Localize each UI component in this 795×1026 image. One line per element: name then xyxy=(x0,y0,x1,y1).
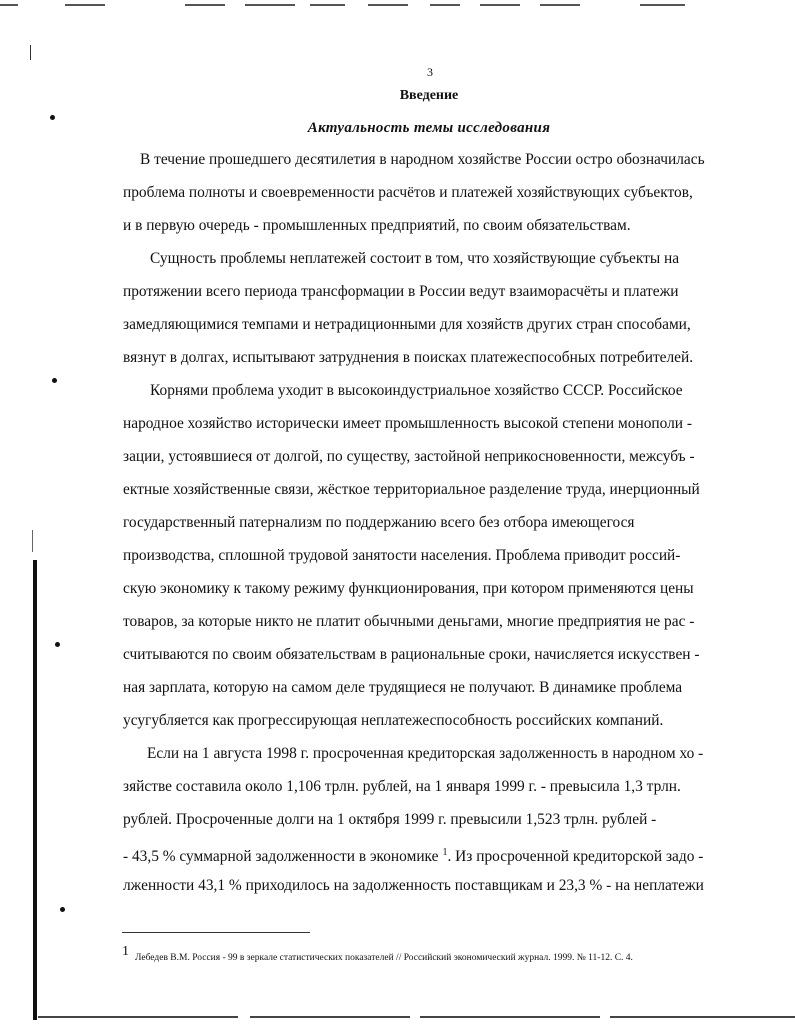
footnote xyxy=(122,945,633,963)
paragraph-line: государственный патернализм по поддержанию всего без отбора имеющегося xyxy=(123,514,635,531)
paragraph-line: замедляющимися темпами и нетрадиционными для хозяйств других стран способами, xyxy=(123,316,691,333)
scan-dot xyxy=(52,378,57,383)
paragraph-line: Если на 1 августа 1998 г. просроченная кредиторская задолженность в народном хо - xyxy=(147,745,704,762)
section-subheading: Актуальность темы исследования xyxy=(307,120,551,136)
footnote-text: Лебедев В.М. Россия - 99 в зеркале статистических показателей // Российский экономический журнал. 1999. № 11-12. С. 4. xyxy=(135,953,633,964)
section-heading: Введение xyxy=(399,88,459,103)
footnote-reference: 1 xyxy=(442,847,448,858)
paragraph-line: зяйстве составила около 1,106 трлн. рублей, на 1 января 1999 г. - превысила 1,3 трлн. xyxy=(123,778,681,795)
paragraph-line: зации, устоявшиеся от долгой, по существу, застойной неприкосновенности, межсубъ - xyxy=(123,448,695,465)
paragraph-line: ная зарплата, которую на самом деле трудящиеся не получают. В динамике проблема xyxy=(123,679,683,696)
scan-left-edge xyxy=(33,560,37,1020)
paragraph-line: лженности 43,1 % приходилось на задолженность поставщикам и 23,3 % - на неплатежи xyxy=(123,877,704,894)
paragraph-line-text: - 43,5 % суммарной задолженности в экономике xyxy=(123,848,439,866)
paragraph-line: скую экономику к такому режиму функционирования, при котором применяются цены xyxy=(123,580,694,597)
paragraph-line xyxy=(123,844,703,866)
paragraph-line: производства, сплошной трудовой занятости населения. Проблема приводит россий- xyxy=(123,547,681,564)
scan-top-edge xyxy=(0,4,795,10)
page-number: 3 xyxy=(427,65,433,79)
scan-bottom-edge xyxy=(0,1016,795,1020)
paragraph-line: товаров, за которые никто не платит обычными деньгами, многие предприятия не рас - xyxy=(123,613,695,630)
scan-mark xyxy=(30,45,31,60)
paragraph-line: В течение прошедшего десятилетия в народном хозяйстве России остро обозначилась xyxy=(140,151,705,168)
paragraph-line: Корнями проблема уходит в высокоиндустриальное хозяйство СССР. Российское xyxy=(150,382,683,399)
paragraph-line: усугубляется как прогрессирующая неплатежеспособность российских компаний. xyxy=(123,712,664,729)
scan-dot xyxy=(60,907,65,912)
paragraph-line-text: . Из просроченной кредиторской задо - xyxy=(447,848,704,866)
paragraph-line: рублей. Просроченные долги на 1 октября 1999 г. превысили 1,523 трлн. рублей - xyxy=(123,811,657,828)
paragraph-line: и в первую очередь - промышленных предприятий, по своим обязательствам. xyxy=(123,217,631,234)
paragraph-line: Сущность проблемы неплатежей состоит в том, что хозяйствующие субъекты на xyxy=(150,250,680,267)
footnote-divider xyxy=(122,932,310,933)
paragraph-line: протяжении всего периода трансформации в России ведут взаиморасчёты и платежи xyxy=(123,283,679,300)
footnote-marker: 1 xyxy=(122,944,129,959)
paragraph-line: проблема полноты и своевременности расчётов и платежей хозяйствующих субъектов, xyxy=(123,184,693,201)
paragraph-line: вязнут в долгах, испытывают затруднения в поисках платежеспособных потребителей. xyxy=(123,349,694,366)
scan-dot xyxy=(55,642,60,647)
scan-mark xyxy=(32,530,33,552)
paragraph-line: ектные хозяйственные связи, жёсткое территориальное разделение труда, инерционный xyxy=(123,481,700,498)
paragraph-line: народное хозяйство исторически имеет промышленность высокой степени монополи - xyxy=(123,415,693,432)
paragraph-line: считываются по своим обязательствам в рациональные сроки, начисляется искусствен - xyxy=(123,646,700,663)
